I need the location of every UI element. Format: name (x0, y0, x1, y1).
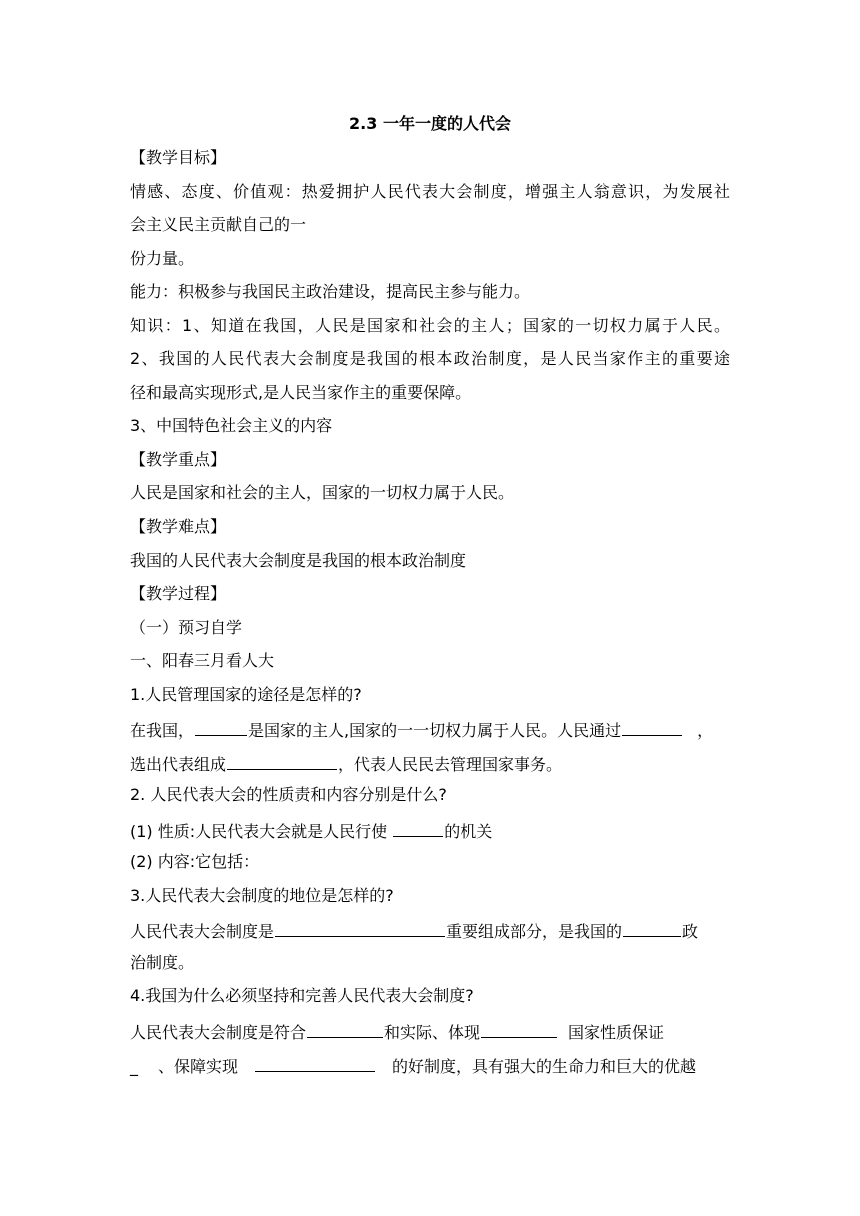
blank-line (255, 1054, 375, 1072)
q1-text-d: 选出代表组成 (130, 755, 227, 774)
goal-emotion-line-1: 情感、态度、价值观：热爱拥护人民代表大会制度，增强主人翁意识，为发展社 (130, 182, 730, 201)
q2-item-1-text: (1) 性质:人民代表大会就是人民行使 (130, 822, 393, 841)
blank-line (623, 919, 681, 937)
q2-item-1-tail: 的机关 (444, 822, 493, 841)
process-heading: 【教学过程】 (130, 584, 227, 603)
q4-text-e: 、保障实现 (158, 1057, 239, 1076)
section1-heading: 一、阳春三月看人大 (130, 651, 275, 670)
blank-line (307, 1020, 383, 1038)
key-text: 人民是国家和社会的主人，国家的一切权力属于人民。 (130, 483, 515, 502)
blank-line (481, 1020, 557, 1038)
part1-heading: （一）预习自学 (130, 618, 243, 637)
question-2: 2. 人民代表大会的性质责和内容分别是什么? (130, 785, 447, 804)
q4-text-d: _ (130, 1057, 138, 1076)
q1-text-b: 是国家的主人,国家的一一切权力属于人民。人民通过 (248, 721, 622, 740)
q2-item-1 (130, 819, 730, 842)
q1-answer-line-1 (130, 718, 730, 741)
q1-text-e: ，代表人民民去管理国家事务。 (338, 755, 563, 774)
difficulty-heading: 【教学难点】 (130, 517, 227, 536)
goal-knowledge-line-1: 知识：1、知道在我国，人民是国家和社会的主人；国家的一切权力属于人民。 (130, 316, 730, 335)
q4-text-a: 人民代表大会制度是符合 (130, 1023, 307, 1042)
question-1: 1.人民管理国家的途径是怎样的? (130, 685, 362, 704)
q4-text-c: 国家性质保证 (568, 1023, 665, 1042)
q4-answer-line-1 (130, 1020, 730, 1043)
blank-line (227, 752, 337, 770)
q1-text-a: 在我国， (130, 721, 195, 740)
q3-text-c: 政 (682, 922, 699, 941)
goal-knowledge-line-3: 3、中国特色社会主义的内容 (130, 416, 333, 435)
q1-text-c: ， (697, 721, 714, 740)
blank-line (195, 718, 247, 736)
blank-line (622, 718, 682, 736)
goal-knowledge-line-2a: 2、我国的人民代表大会制度是我国的根本政治制度，是人民当家作主的重要途 (130, 349, 730, 368)
q1-answer-line-2 (130, 752, 730, 775)
q3-answer-line-2: 治制度。 (130, 953, 195, 972)
blank-line (393, 819, 443, 837)
key-heading: 【教学重点】 (130, 450, 227, 469)
q4-answer-line-2 (130, 1054, 730, 1077)
goal-ability: 能力：积极参与我国民主政治建设，提高民主参与能力。 (130, 282, 531, 301)
question-4: 4.我国为什么必须坚持和完善人民代表大会制度? (130, 986, 474, 1005)
goal-emotion-line-3: 份力量。 (130, 249, 195, 268)
goal-knowledge-line-2b: 径和最高实现形式,是人民当家作主的重要保障。 (130, 383, 472, 402)
q4-text-f: 的好制度，具有强大的生命力和巨大的优越 (392, 1057, 697, 1076)
goal-emotion-line-2: 会主义民主贡献自己的一 (130, 215, 307, 234)
question-3: 3.人民代表大会制度的地位是怎样的? (130, 886, 394, 905)
q3-answer-line-1 (130, 919, 730, 942)
blank-line (275, 919, 445, 937)
q3-text-a: 人民代表大会制度是 (130, 922, 275, 941)
q4-text-b: 和实际、体现 (384, 1023, 481, 1042)
document-title: 2.3 一年一度的人代会 (349, 114, 511, 133)
q2-item-2: (2) 内容:它包括： (130, 852, 260, 871)
q3-text-b: 重要组成部分，是我国的 (446, 922, 623, 941)
goal-heading: 【教学目标】 (130, 148, 227, 167)
difficulty-text: 我国的人民代表大会制度是我国的根本政治制度 (130, 551, 467, 570)
